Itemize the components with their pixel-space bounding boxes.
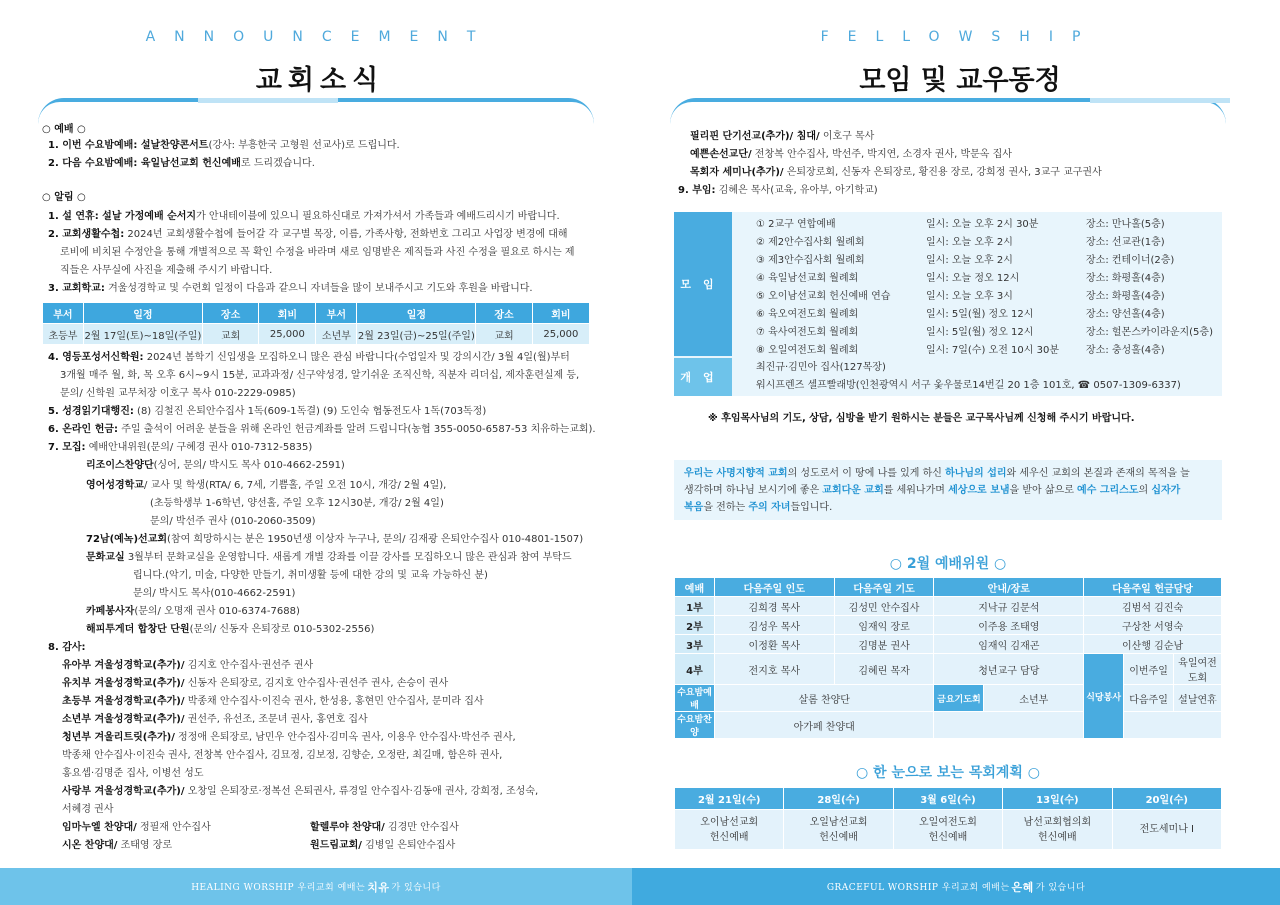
fellowship-line xyxy=(690,164,1102,182)
committee-cell: 구상찬 서영숙 xyxy=(1084,616,1222,635)
opening-line-2: 워시프렌즈 셀프빨래방(인천광역시 서구 옻우물로14번길 20 1층 101호, ☎ 0507-1309-6337) xyxy=(756,380,1181,391)
announcement-line-heading: 임마누엘 찬양대/ xyxy=(62,822,137,833)
service-week: 이번주일 xyxy=(1124,654,1174,685)
school-table-cell: 2월 23일(금)~25일(주일) xyxy=(357,324,476,345)
announcement-line xyxy=(86,457,345,475)
school-table-header: 부서 xyxy=(43,303,84,324)
committee-cell: 전지호 목사 xyxy=(714,654,834,685)
meeting-place: 장소: 양선홀(4층) xyxy=(1086,309,1165,320)
announcement-line xyxy=(48,208,560,226)
announcement-line xyxy=(150,513,316,531)
friday-label: 금요기도회 xyxy=(934,685,984,712)
plan-date: 20일(수) xyxy=(1112,788,1221,810)
announcement-line-text: 오창일 은퇴장로·정복선 은퇴권사, 류경일 안수집사·김동애 권사, 강희정, 조성숙, xyxy=(184,786,539,797)
announcement-line-text: / 교사 및 학생(RTA/ 6, 7세, 기쁨홀, 주일 오전 10시, 개강/ 2월 4일), xyxy=(143,480,447,491)
notice-text: ※ 후임목사님의 기도, 상담, 심방을 받기 원하시는 분들은 교구목사님께 신청해 주시기 바랍니다. xyxy=(708,413,1135,424)
announcement-line-heading: 2. 다음 수요밤예배: 육일남선교회 헌신예배 xyxy=(48,158,241,169)
wednesday-label: 수요밤예배 xyxy=(675,685,715,712)
announcement-line-heading: 5. 성경읽기대행진: xyxy=(48,406,134,417)
announcement-line-text: 2024년 봄학기 신입생을 모집하오니 많은 관심 바랍니다(수업일자 및 강의시간/ 3월 4일(월)부터 xyxy=(143,352,570,363)
announcement-line-heading: 사랑부 겨울성경학교(추가)/ xyxy=(62,786,185,797)
announcement-line xyxy=(62,819,211,837)
announcement-line-heading: ○ 예배 ○ xyxy=(42,124,86,135)
meeting-place: 장소: 선교관(1층) xyxy=(1086,237,1165,248)
committee-cell: 이정환 목사 xyxy=(714,635,834,654)
committee-cell: 살롬 찬양단 xyxy=(714,685,934,712)
meeting-name: ③ 제3안수집사회 월례회 xyxy=(756,255,865,266)
announcement-line-heading: 3. 교회학교: xyxy=(48,283,105,294)
school-table-cell: 25,000 xyxy=(532,324,589,345)
announcement-english-title: ANNOUNCEMENT xyxy=(145,29,495,45)
announcement-line-heading: 유아부 겨울성경학교(추가)/ xyxy=(62,660,185,671)
committee-cell: 김범석 김진숙 xyxy=(1084,597,1222,616)
committee-table xyxy=(674,577,1222,739)
announcement-line-heading: 유치부 겨울성경학교(추가)/ xyxy=(62,678,185,689)
fellowship-line-text: 김혜은 목사(교육, 유아부, 아기학교) xyxy=(715,185,878,196)
announcement-line-heading: 72남(예녹)선교회 xyxy=(86,534,168,545)
plan-event-line: 헌신예배 xyxy=(709,831,749,843)
mission-line xyxy=(684,482,1212,499)
school-table-cell: 교회 xyxy=(476,324,532,345)
announcement-line xyxy=(150,495,444,513)
mission-line xyxy=(684,499,1212,516)
announcement-line xyxy=(62,783,538,801)
committee-cell: 임재익 장로 xyxy=(834,616,934,635)
mission-segment: 를 세워나가며 xyxy=(883,485,949,496)
announcement-line-heading: 청년부 겨울리트릿(추가)/ xyxy=(62,732,175,743)
committee-cell: 김혜린 목자 xyxy=(834,654,934,685)
plan-event xyxy=(675,810,784,850)
announcement-line-text: 문의/ 신학원 교무처장 이호구 목사 010-2229-0985) xyxy=(60,388,296,399)
announcement-line-text: (강사: 부흥한국 고형원 선교사)로 드립니다. xyxy=(208,140,400,151)
meeting-place: 장소: 충성홀(4층) xyxy=(1086,345,1165,356)
announcement-line-heading: 8. 감사: xyxy=(48,642,86,653)
announcement-line xyxy=(62,657,313,675)
announcement-line-text: (8) 김철진 은퇴안수집사 1독(609-1독결) (9) 도인숙 협동전도사 1독(703독정) xyxy=(133,406,487,417)
announcement-line xyxy=(62,765,203,783)
mission-line xyxy=(684,465,1212,482)
meeting-time: 일시: 오늘 정오 12시 xyxy=(926,273,1020,284)
announcement-line-heading: 2. 교회생활수첩: xyxy=(48,229,125,240)
announcement-line-text: 문의/ 박시도 목사(010-4662-2591) xyxy=(133,588,296,599)
announcement-line xyxy=(86,477,446,495)
announcement-line-heading: 문화교실 xyxy=(86,552,125,563)
announcement-line-text: (문의/ 신동자 은퇴장로 010-5302-2556) xyxy=(189,624,375,635)
plan-date: 28일(수) xyxy=(784,788,893,810)
announcement-line-text: (싱어, 문의/ 박시도 목사 010-4662-2591) xyxy=(153,460,345,471)
plan-event-line: 전도세미나 Ⅰ xyxy=(1139,824,1194,835)
announcement-line-text: 로 드리겠습니다. xyxy=(240,158,315,169)
meeting-place: 장소: 헐몬스카이라운지(5층) xyxy=(1086,327,1213,338)
footer-left-emphasis: 치유 xyxy=(367,880,390,894)
announcement-line-heading: 영어성경학교 xyxy=(86,480,144,491)
plan-event-line: 헌신예배 xyxy=(1038,831,1077,843)
announcement-line xyxy=(60,262,272,280)
school-table-cell: 교회 xyxy=(202,324,258,345)
announcement-line-text: (문의/ 오명재 권사 010-6374-7688) xyxy=(134,606,300,617)
plan-event-line: 오일남선교회 xyxy=(809,816,868,828)
mission-segment: 들입니다. xyxy=(790,502,833,513)
fellowship-line xyxy=(690,146,1012,164)
meeting-time: 일시: 오늘 오후 2시 xyxy=(926,255,1013,266)
plan-event xyxy=(1003,810,1112,850)
announcement-line-heading: 시온 찬양대/ xyxy=(62,840,118,851)
announcement-line xyxy=(48,226,568,244)
announcement-line-text: 김지호 안수집사·권선주 권사 xyxy=(184,660,314,671)
committee-title: ○ 2월 예배위원 ○ xyxy=(889,556,1007,572)
meeting-place: 장소: 화평홀(4층) xyxy=(1086,273,1165,284)
committee-header: 예배 xyxy=(675,578,715,597)
announcement-line xyxy=(48,439,312,457)
plan-table xyxy=(674,787,1222,850)
meeting-time: 일시: 5일(월) 정오 12시 xyxy=(926,327,1034,338)
announcement-line-heading: 초등부 겨울성경학교(추가)/ xyxy=(62,696,185,707)
announcement-line xyxy=(62,801,113,819)
plan-event-line: 오이남선교회 xyxy=(700,816,759,828)
announcement-line-heading: 리조이스찬양단 xyxy=(86,460,154,471)
announcement-line xyxy=(86,531,583,549)
announcement-line-text: 서혜경 권사 xyxy=(62,804,114,815)
plan-event-line: 남선교회협의회 xyxy=(1023,816,1092,828)
service-week: 다음주일 xyxy=(1124,685,1174,712)
announcement-line-text: 2024년 교회생활수첩에 들어갈 각 교구별 목장, 이름, 가족사항, 전화번호 그리고 사업장 변경에 대해 xyxy=(124,229,568,240)
announcement-line xyxy=(310,819,459,837)
school-table-cell: 초등부 xyxy=(43,324,84,345)
fellowship-line-text: 이호구 목사 xyxy=(819,131,875,142)
meeting-name: ⑦ 육사여전도회 월례회 xyxy=(756,327,859,338)
announcement-line-text: (초등학생부 1-6학년, 양선홀, 주일 오후 12시30분, 개강/ 2월 4일) xyxy=(150,498,444,509)
meeting-name: ⑤ 오이남선교회 헌신예배 연습 xyxy=(756,291,891,302)
meeting-name: ⑥ 육오여전도회 월례회 xyxy=(756,309,859,320)
announcement-line-text: 로비에 비치된 수정안을 통해 개별적으로 꼭 확인 수정을 바라며 새로 임명받은 제직들과 사진 수정을 필요로 하시는 제 xyxy=(60,247,575,258)
announcement-line xyxy=(310,837,455,855)
cafeteria-service-label: 식당봉사 xyxy=(1084,654,1124,739)
announcement-line-heading: 1. 이번 수요밤예배: 설날찬양콘서트 xyxy=(48,140,209,151)
announcement-line xyxy=(133,567,488,585)
announcement-line-text: 문의/ 박선주 권사 (010-2060-3509) xyxy=(150,516,316,527)
announcement-line-heading: 해피투게더 합창단 단원 xyxy=(86,624,190,635)
announcement-line-heading: 1. 설 연휴: 설날 가정예배 순서지 xyxy=(48,211,197,222)
plan-event xyxy=(784,810,893,850)
school-table-cell: 소년부 xyxy=(316,324,357,345)
announcement-line xyxy=(86,603,300,621)
announcement-line-text: 박종채 안수집사·이진숙 권사, 한성용, 홍현민 안수집사, 문미라 집사 xyxy=(184,696,484,707)
announcement-line-text: 김경만 안수집사 xyxy=(384,822,459,833)
fellowship-line-text: 전창복 안수집사, 박선주, 박지연, 소경자 권사, 박문옥 집사 xyxy=(751,149,1012,160)
mission-segment: 의 성도로서 이 땅에 나를 있게 하신 xyxy=(787,468,946,479)
mission-segment: 주의 자녀 xyxy=(748,502,791,513)
announcement-line-text: 정필재 안수집사 xyxy=(136,822,211,833)
committee-cell: 아가페 찬양대 xyxy=(714,712,934,739)
announcement-line-text: 조태영 장로 xyxy=(117,840,173,851)
footer-right-emphasis: 은혜 xyxy=(1011,880,1034,894)
fellowship-line xyxy=(678,182,878,200)
announcement-line xyxy=(62,747,502,765)
footer-left xyxy=(0,868,632,905)
announcement-line-text: 신동자 은퇴장로, 김지호 안수집사·권선주 권사, 손승이 권사 xyxy=(184,678,449,689)
plan-date: 2월 21일(수) xyxy=(675,788,784,810)
footer-right-post: 가 있습니다 xyxy=(1035,883,1086,893)
mission-segment: 예수 그리스도 xyxy=(1077,485,1139,496)
committee-service: 3부 xyxy=(675,635,715,654)
school-table-cell: 2월 17일(토)~18일(주일) xyxy=(83,324,202,345)
school-table-header: 일정 xyxy=(357,303,476,324)
announcement-line xyxy=(48,280,533,298)
footer-left-post: 가 있습니다 xyxy=(391,883,441,893)
plan-event-line: 오일여전도회 xyxy=(918,816,977,828)
announcement-line xyxy=(62,729,516,747)
footer-right-pre: GRACEFUL WORSHIP 우리교회 예배는 xyxy=(826,883,1010,893)
announcement-line xyxy=(86,549,572,567)
announcement-line xyxy=(60,244,575,262)
plan-date: 13일(수) xyxy=(1003,788,1112,810)
committee-service: 1부 xyxy=(675,597,715,616)
announcement-line xyxy=(62,693,484,711)
plan-event-line: 헌신예배 xyxy=(819,831,858,843)
announcement-line xyxy=(48,403,486,421)
announcement-line-heading: 4. 영등포성서신학원: xyxy=(48,352,144,363)
announcement-line-text: 립니다.(악기, 미술, 다양한 만들기, 취미생활 등에 대한 강의 및 교육 가능하신 분) xyxy=(133,570,488,581)
committee-cell: 이주용 조태영 xyxy=(934,616,1084,635)
mission-segment: 의 xyxy=(1138,485,1152,496)
meeting-place: 장소: 만나홀(5층) xyxy=(1086,219,1165,230)
meeting-time: 일시: 오늘 오후 3시 xyxy=(926,291,1013,302)
left-page xyxy=(0,0,640,868)
committee-service: 4부 xyxy=(675,654,715,685)
opening-line-1: 최진규·김민아 집사(127목장) xyxy=(756,362,886,373)
announcement-line-text: (참여 희망하시는 분은 1950년생 이상자 누구나, 문의/ 김재광 은퇴안수집사 010-4801-1507) xyxy=(167,534,584,545)
plan-event xyxy=(893,810,1002,850)
committee-cell: 김희경 목사 xyxy=(714,597,834,616)
fellowship-line-text: 은퇴장로회, 신동자 은퇴장로, 황진용 장로, 강희정 권사, 3교구 교구권사 xyxy=(783,167,1102,178)
announcement-line-text: 주일 출석이 어려운 분들을 위해 온라인 헌금계좌를 알려 드립니다(농협 355-0050-6587-53 치유하는교회). xyxy=(118,424,596,435)
announcement-line-text: 김병일 은퇴안수집사 xyxy=(361,840,456,851)
mission-segment: 와 세우신 교회의 본질과 존재의 목적을 늘 xyxy=(1006,468,1190,479)
header-band xyxy=(670,98,1226,124)
committee-header: 다음주일 인도 xyxy=(714,578,834,597)
announcement-line xyxy=(42,189,86,207)
announcement-line xyxy=(48,639,86,657)
mission-segment: 교회다운 교회 xyxy=(822,485,884,496)
committee-header: 다음주일 헌금담당 xyxy=(1084,578,1222,597)
committee-cell: 김명분 권사 xyxy=(834,635,934,654)
announcement-line-heading: 소년부 겨울성경학교(추가)/ xyxy=(62,714,185,725)
announcement-line xyxy=(60,385,296,403)
committee-header: 다음주일 기도 xyxy=(834,578,934,597)
mission-segment: 세상으로 보냄 xyxy=(948,485,1010,496)
meeting-name: ⑧ 오일여전도회 월례회 xyxy=(756,345,859,356)
header-band xyxy=(38,98,594,124)
announcement-line xyxy=(48,137,400,155)
mission-statement xyxy=(674,460,1222,520)
meeting-name: ② 제2안수집사회 월례회 xyxy=(756,237,865,248)
committee-cell: 임재익 김재곤 xyxy=(934,635,1084,654)
announcement-line xyxy=(48,155,315,173)
school-schedule-table xyxy=(42,302,590,345)
wednesday-praise-label: 수요밤찬양 xyxy=(675,712,715,739)
school-table-header: 일정 xyxy=(83,303,202,324)
announcement-line-text: 직들은 사무실에 사진을 제출해 주시기 바랍니다. xyxy=(60,265,273,276)
meeting-time: 일시: 오늘 오후 2시 xyxy=(926,237,1013,248)
announcement-line-heading: 6. 온라인 헌금: xyxy=(48,424,119,435)
committee-cell: 지낙규 김문석 xyxy=(934,597,1084,616)
announcement-line xyxy=(62,675,448,693)
committee-header: 안내/장로 xyxy=(934,578,1084,597)
announcement-line xyxy=(62,837,172,855)
announcement-line-heading: 할렐루야 찬양대/ xyxy=(310,822,385,833)
committee-cell: 소년부 xyxy=(984,685,1084,712)
mission-segment: 십자가 xyxy=(1151,485,1181,496)
committee-cell: 김성민 안수집사 xyxy=(834,597,934,616)
school-table-header: 부서 xyxy=(316,303,357,324)
mission-segment: 생각하며 하나님 보시기에 좋은 xyxy=(684,485,823,496)
meeting-name: ① 2교구 연합예배 xyxy=(756,219,836,230)
announcement-line-text: 정정애 은퇴장로, 남민우 안수집사·김미옥 권사, 이용우 안수집사·박선주 권사, xyxy=(174,732,516,743)
mission-segment: 을 전하는 xyxy=(703,502,749,513)
fellowship-line-heading: 예쁜손선교단/ xyxy=(690,149,752,160)
committee-cell xyxy=(1124,712,1222,739)
meeting-place: 장소: 컨테이너(2층) xyxy=(1086,255,1175,266)
footer-left-pre: HEALING WORSHIP 우리교회 예배는 xyxy=(191,883,366,893)
announcement-line-text: 가 안내테이블에 있으니 필요하신대로 가져가셔서 가족들과 예배드리시기 바랍니다. xyxy=(196,211,560,222)
meetings-label: 모임 xyxy=(674,212,732,356)
plan-event xyxy=(1112,810,1221,850)
plan-date: 3월 6일(수) xyxy=(893,788,1002,810)
school-table-header: 회비 xyxy=(259,303,316,324)
committee-cell: 이산행 김순남 xyxy=(1084,635,1222,654)
announcement-line-text: 3월부터 문화교실을 운영합니다. 새롭게 개별 강좌를 이끌 강사를 모집하오니 많은 관심과 참여 부탁드 xyxy=(124,552,572,563)
mission-segment: 복음 xyxy=(684,502,704,513)
announcement-line xyxy=(62,711,368,729)
school-table-cell: 25,000 xyxy=(259,324,316,345)
meeting-place: 장소: 화평홀(4층) xyxy=(1086,291,1165,302)
plan-event-line: 헌신예배 xyxy=(928,831,968,843)
mission-segment: 우리는 사명지향적 교회 xyxy=(684,468,788,479)
footer-right xyxy=(632,868,1280,905)
opening-label: 개업 xyxy=(674,358,732,396)
plan-title: ○ 한 눈으로 보는 목회계획 ○ xyxy=(855,765,1041,781)
meetings-box xyxy=(674,212,1222,396)
meeting-time: 일시: 오늘 오후 2시 30분 xyxy=(926,219,1039,230)
committee-service: 2부 xyxy=(675,616,715,635)
announcement-line xyxy=(48,421,596,439)
committee-cell: 청년교구 담당 xyxy=(934,654,1084,685)
announcement-line-heading: ○ 알림 ○ xyxy=(42,192,86,203)
fellowship-line-heading: 9. 부임: xyxy=(678,185,716,196)
meeting-time: 일시: 7일(수) 오전 10시 30분 xyxy=(926,345,1059,356)
service-group: 육일여전도회 xyxy=(1174,654,1222,685)
committee-cell xyxy=(934,712,1084,739)
school-table-header: 장소 xyxy=(202,303,258,324)
announcement-line-text: 홍요셉·김명준 집사, 이병선 성도 xyxy=(62,768,204,779)
announcement-line-text: 권선주, 유선조, 조문녀 권사, 홍연호 집사 xyxy=(184,714,368,725)
mission-segment: 을 받아 삶으로 xyxy=(1009,485,1078,496)
fellowship-english-title: FELLOWSHIP xyxy=(820,29,1100,45)
announcement-line xyxy=(60,367,579,385)
announcement-line-text: 예배안내위원(문의/ 구혜경 권사 010-7312-5835) xyxy=(85,442,313,453)
committee-cell: 김성우 목사 xyxy=(714,616,834,635)
fellowship-line xyxy=(690,128,874,146)
announcement-line xyxy=(86,621,374,639)
announcement-line xyxy=(48,349,570,367)
fellowship-title: 모임 및 교우동정 xyxy=(859,65,1061,96)
fellowship-line-heading: 필리핀 단기선교(추가)/ 침대/ xyxy=(690,131,820,142)
fellowship-line-heading: 목회자 세미나(추가)/ xyxy=(690,167,784,178)
school-table-header: 장소 xyxy=(476,303,532,324)
announcement-line-text: 3개월 매주 월, 화, 목 오후 6시~9시 15분, 교과과정/ 신구약성경, 알기쉬운 조직신학, 직분자 리더십, 제자훈련실제 등, xyxy=(60,370,580,381)
meeting-time: 일시: 5일(월) 정오 12시 xyxy=(926,309,1034,320)
announcement-title: 교회소식 xyxy=(255,65,385,96)
announcement-line-text: 겨울성경학교 및 수련회 일정이 다음과 같으니 자녀들을 많이 보내주시고 기도와 후원을 바랍니다. xyxy=(104,283,533,294)
announcement-line-heading: 원드림교회/ xyxy=(310,840,362,851)
announcement-line-heading: 7. 모집: xyxy=(48,442,86,453)
announcement-line xyxy=(133,585,295,603)
announcement-line-heading: 카페봉사자 xyxy=(86,606,135,617)
meeting-name: ④ 육일남선교회 월례회 xyxy=(756,273,859,284)
school-table-header: 회비 xyxy=(532,303,589,324)
announcement-line-text: 박종채 안수집사·이진숙 권사, 전창복 안수집사, 김묘정, 김보정, 김향순, 오정란, 최길매, 함은하 권사, xyxy=(62,750,503,761)
service-group: 설날연휴 xyxy=(1174,685,1222,712)
mission-segment: 하나님의 섭리 xyxy=(945,468,1007,479)
